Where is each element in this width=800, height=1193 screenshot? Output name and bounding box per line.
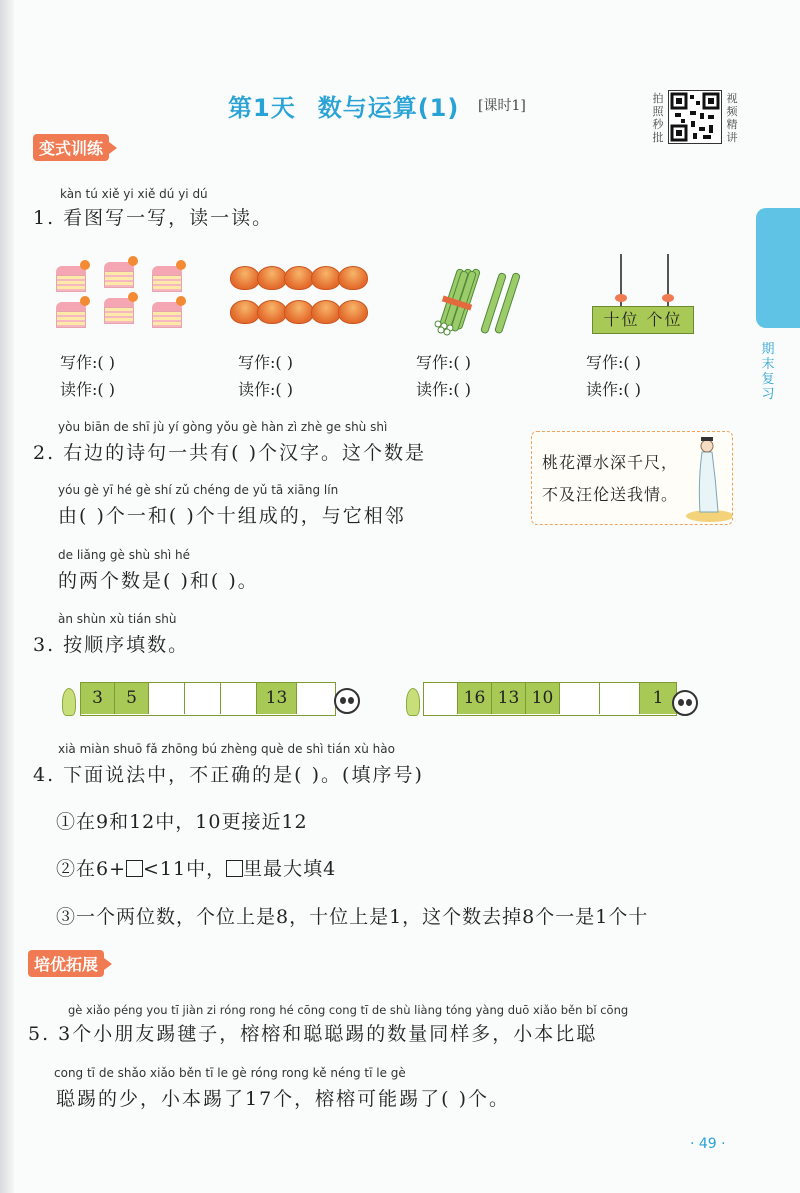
- poem-line-1: 桃花潭水深千尺，: [542, 453, 679, 472]
- q1-read-4[interactable]: 读作:( ): [586, 380, 641, 399]
- strip-a-blank[interactable]: [149, 683, 185, 714]
- title-day: 第1天: [228, 94, 296, 122]
- page-number: · 49 ·: [690, 1136, 726, 1152]
- q3-pinyin: àn shùn xù tián shù: [58, 612, 177, 626]
- q4-text: 4. 下面说法中，不正确的是( )。(填序号): [33, 764, 424, 786]
- qr-code-icon[interactable]: [668, 90, 722, 144]
- blank-box-icon: [226, 860, 243, 877]
- strip-a-blank[interactable]: [297, 683, 333, 714]
- strip-b-cell: 13: [492, 683, 526, 714]
- q4-option-3: ③一个两位数，个位上是8，十位上是1，这个数去掉8个一是1个十: [56, 906, 649, 928]
- q1-read-3[interactable]: 读作:( ): [416, 380, 471, 399]
- q1-text: 1. 看图写一写，读一读。: [33, 207, 274, 229]
- q5-line2: 聪踢的少，小本踢了17个，榕榕可能踢了( )个。: [56, 1088, 511, 1110]
- q1-read-2[interactable]: 读作:( ): [238, 380, 293, 399]
- strip-a-cell: 5: [115, 683, 149, 714]
- q1-pinyin: kàn tú xiě yi xiě dú yi dú: [60, 187, 208, 201]
- q3-text: 3. 按顺序填数。: [33, 634, 190, 656]
- page-title: [228, 88, 459, 123]
- q1-write-3[interactable]: 写作:( ): [416, 353, 471, 372]
- q2-line1-pinyin: yòu biān de shī jù yí gòng yǒu gè hàn zì zhè ge shù shì: [58, 420, 388, 434]
- sprout-icon: [62, 688, 76, 716]
- q5-line1: 5. 3个小朋友踢毽子，榕榕和聪聪踢的数量同样多，小本比聪: [28, 1023, 598, 1045]
- poet-illustration: [682, 432, 732, 524]
- poem-box: [531, 431, 733, 525]
- number-strip-a: [80, 682, 336, 716]
- panda-icon: [672, 690, 698, 716]
- q2-line3: 的两个数是( )和( )。: [58, 570, 259, 592]
- strip-a-cell: 3: [81, 683, 115, 714]
- section-tag-advanced: 培优拓展: [28, 950, 104, 977]
- opt2-part-a: ②在6+: [56, 858, 127, 880]
- q2-line2-pinyin: yóu gè yī hé gè shí zǔ chéng de yǔ tā xiāng lín: [58, 483, 339, 497]
- buns-image: [230, 266, 375, 332]
- q4-option-2: [56, 854, 336, 881]
- section-tag-variant: 变式训练: [33, 134, 109, 161]
- poem-line-2: 不及汪伦送我情。: [542, 485, 679, 504]
- q5-line1-pinyin: gè xiǎo péng you tī jiàn zi róng rong hé cōng cong tī de shù liàng tóng yàng duō xiǎo běn bǐ cōng: [68, 1003, 629, 1017]
- abacus-label: 十位 个位: [592, 306, 694, 334]
- strip-b-blank[interactable]: [560, 683, 600, 714]
- q5-line2-pinyin: cong tī de shǎo xiǎo běn tī le gè róng rong kě néng tī le gè: [54, 1066, 406, 1080]
- strip-a-cell: 13: [257, 683, 297, 714]
- blank-box-icon: [126, 860, 143, 877]
- sprout-icon: [406, 688, 420, 716]
- cakes-image: [56, 262, 186, 332]
- opt2-part-c: 里最大填4: [243, 858, 337, 880]
- q2-line1: 2. 右边的诗句一共有( )个汉字。这个数是: [33, 442, 427, 464]
- opt2-part-b: <11中，: [143, 858, 227, 880]
- q1-write-1[interactable]: 写作:( ): [60, 353, 115, 372]
- qr-left-caption: 拍照秒批: [652, 92, 664, 144]
- title-topic: 数与运算(1): [317, 94, 460, 122]
- strip-a-blank[interactable]: [221, 683, 257, 714]
- q2-line2: 由( )个一和( )个十组成的，与它相邻: [58, 505, 406, 527]
- q4-pinyin: xià miàn shuō fǎ zhōng bú zhèng què de shì tián xù hào: [58, 742, 395, 756]
- strip-b-blank[interactable]: [424, 683, 458, 714]
- lesson-label: [课时1]: [478, 98, 526, 114]
- number-strip-b: [423, 682, 677, 716]
- strip-a-blank[interactable]: [185, 683, 221, 714]
- q1-read-1[interactable]: 读作:( ): [60, 380, 115, 399]
- sticks-bundle-image: [430, 262, 530, 338]
- q2-line3-pinyin: de liǎng gè shù shì hé: [58, 548, 190, 562]
- q4-option-1: ①在9和12中，10更接近12: [56, 811, 308, 833]
- strip-b-cell: 10: [526, 683, 560, 714]
- q1-write-2[interactable]: 写作:( ): [238, 353, 293, 372]
- side-tab[interactable]: [756, 208, 800, 328]
- qr-right-caption: 视频精讲: [726, 92, 738, 144]
- strip-b-cell: 1: [640, 683, 676, 714]
- panda-icon: [334, 688, 360, 714]
- side-tab-label: 期末复习: [761, 342, 775, 402]
- strip-b-cell: 16: [458, 683, 492, 714]
- page-edge-shadow: [0, 0, 14, 1193]
- strip-b-blank[interactable]: [600, 683, 640, 714]
- q1-write-4[interactable]: 写作:( ): [586, 353, 641, 372]
